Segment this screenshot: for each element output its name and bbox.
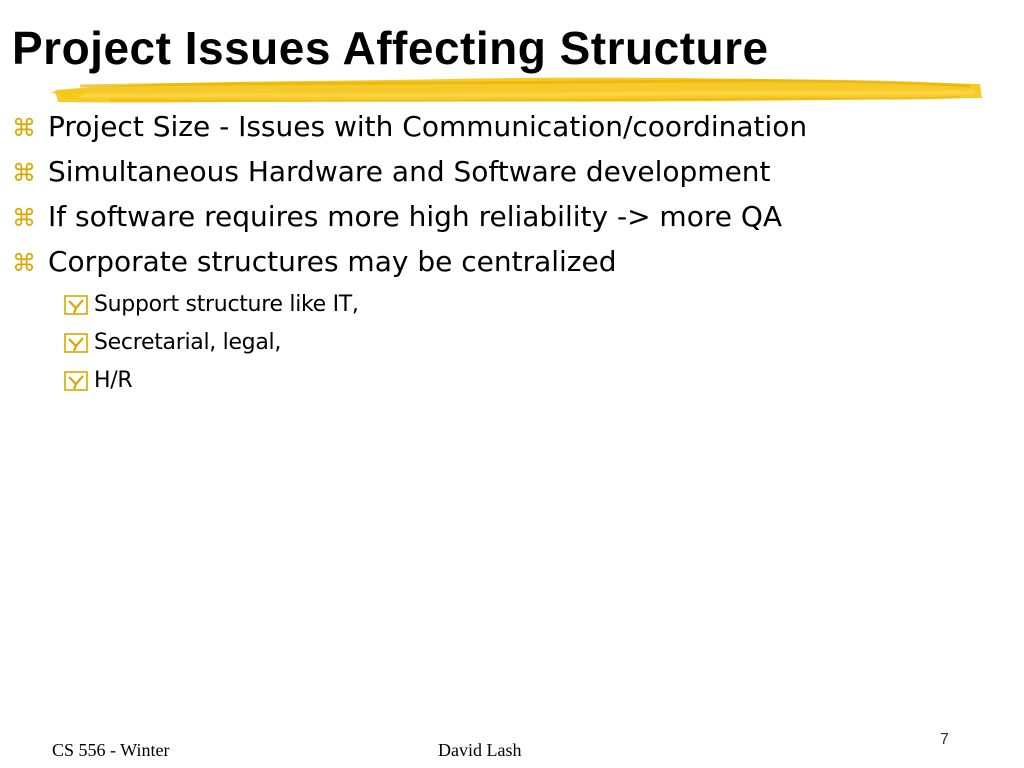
slide-title: Project Issues Affecting Structure [12, 22, 769, 74]
yellow-checkbox-icon [64, 332, 94, 354]
yellow-checkbox-icon [64, 370, 94, 392]
bullet-item [12, 239, 1002, 284]
sub-bullet-text: H/R [94, 368, 133, 393]
bullet-item [12, 104, 1002, 149]
yellow-checkbox-icon [64, 294, 94, 316]
sub-bullet-item [12, 362, 1002, 400]
bullet-text: Project Size - Issues with Communication/coordination [48, 110, 808, 143]
sub-bullet-text: Secretarial, legal, [94, 330, 282, 355]
bullet-list [12, 104, 1002, 400]
bullet-text: Simultaneous Hardware and Software development [48, 155, 771, 188]
sub-bullet-list [12, 286, 1002, 400]
title-underline-brush-stroke [50, 70, 985, 110]
command-icon: ⌘ [12, 249, 36, 277]
page-number: 7 [940, 731, 949, 748]
command-icon: ⌘ [12, 204, 36, 232]
footer-author: David Lash [438, 740, 522, 760]
sub-bullet-text: Support structure like IT, [94, 292, 359, 317]
sub-bullet-item [12, 286, 1002, 324]
bullet-text: Corporate structures may be centralized [48, 245, 617, 278]
bullet-text: If software requires more high reliability -> more QA [48, 200, 783, 233]
sub-bullet-item [12, 324, 1002, 362]
command-icon: ⌘ [12, 159, 36, 187]
footer-course: CS 556 - Winter [52, 740, 170, 760]
bullet-item [12, 149, 1002, 194]
bullet-item [12, 194, 1002, 239]
command-icon: ⌘ [12, 114, 36, 142]
